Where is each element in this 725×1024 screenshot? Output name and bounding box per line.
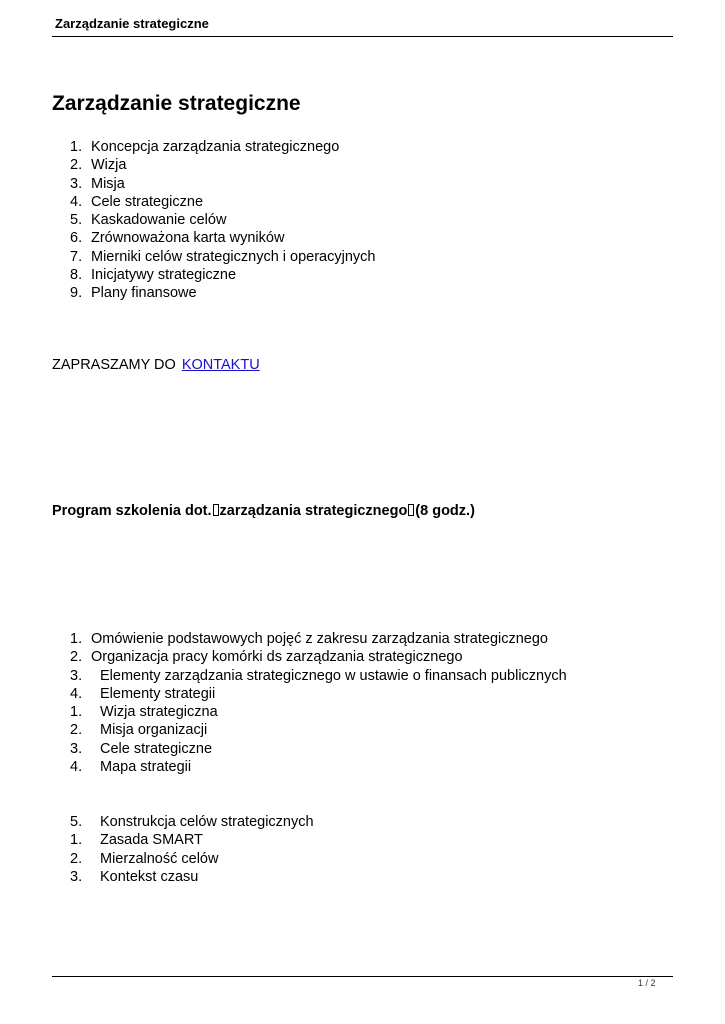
- list-item: 3. Kontekst czasu: [70, 868, 199, 885]
- header-title: Zarządzanie strategiczne: [55, 16, 209, 31]
- topics-list: [70, 138, 375, 303]
- header-divider: [52, 36, 673, 37]
- page-number: 1 / 2: [638, 978, 656, 988]
- program-list: [70, 630, 567, 776]
- list-item: 6. Zrównoważona karta wyników: [70, 230, 285, 247]
- missing-glyph-icon: [408, 504, 414, 516]
- list-item: 9. Plany finansowe: [70, 285, 197, 302]
- program-list-continued: [70, 813, 314, 886]
- list-item: 1. Omówienie podstawowych pojęć z zakresu zarządzania strategicznego: [70, 631, 548, 647]
- list-item: 1. Zasada SMART: [70, 832, 203, 849]
- missing-glyph-icon: [213, 504, 219, 516]
- list-item: 3. Elementy zarządzania strategicznego w ustawie o finansach publicznych: [70, 667, 567, 684]
- list-item: 1. Koncepcja zarządzania strategicznego: [70, 139, 340, 155]
- program-title: Program szkolenia dot. zarządzania strategicznego (8 godz.): [52, 503, 475, 519]
- contact-invitation: [52, 357, 260, 373]
- footer-divider: [52, 976, 673, 977]
- list-item: 2. Misja organizacji: [70, 722, 208, 739]
- list-item: 1. Wizja strategiczna: [70, 704, 218, 721]
- document-title: Zarządzanie strategiczne: [52, 92, 301, 115]
- list-item: 4. Mapa strategii: [70, 759, 192, 776]
- list-item: 4. Elementy strategii: [70, 685, 216, 702]
- list-item: 3. Cele strategiczne: [70, 740, 213, 757]
- invite-text: ZAPRASZAMY DO: [52, 357, 176, 373]
- list-item: 7. Mierniki celów strategicznych i operacyjnych: [70, 248, 376, 265]
- list-item: 2. Organizacja pracy komórki ds zarządzania strategicznego: [70, 649, 463, 666]
- list-item: 5. Kaskadowanie celów: [70, 212, 227, 229]
- list-item: 3. Misja: [70, 175, 125, 192]
- contact-link[interactable]: KONTAKTU: [181, 357, 260, 373]
- list-item: 2. Mierzalność celów: [70, 850, 219, 867]
- list-item: 4. Cele strategiczne: [70, 193, 204, 210]
- list-item: 8. Inicjatywy strategiczne: [70, 267, 237, 284]
- list-item: 2. Wizja: [70, 157, 127, 174]
- list-item: 5. Konstrukcja celów strategicznych: [70, 814, 314, 830]
